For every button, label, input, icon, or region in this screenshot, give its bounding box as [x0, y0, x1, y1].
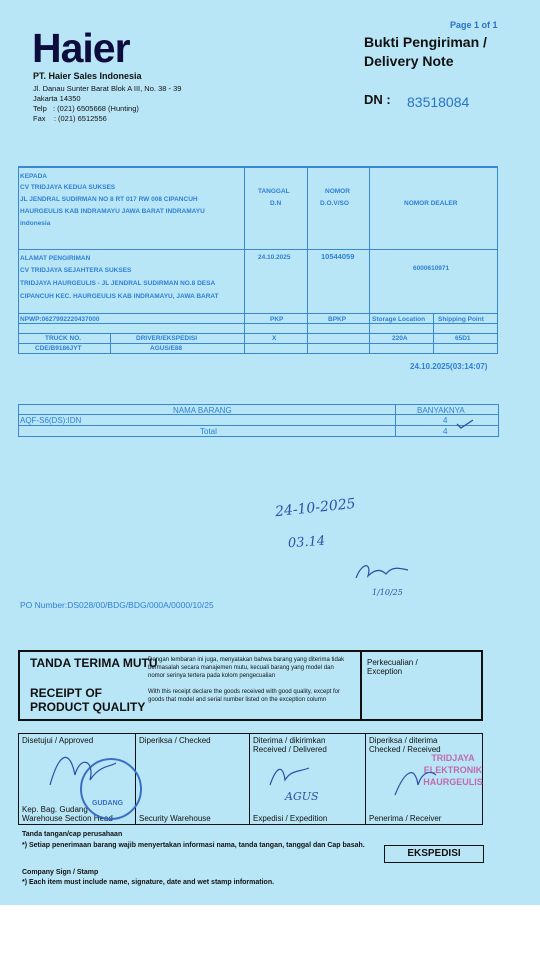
- handwritten-signature: [352, 560, 412, 585]
- dealer-value: 6000610971: [413, 265, 450, 272]
- receipt-title-id: TANDA TERIMA MUTU: [30, 656, 158, 670]
- print-datetime: 24.10.2025(03:14:07): [410, 362, 488, 371]
- handwritten-time: 03.14: [287, 533, 326, 552]
- warehouse-head-label: Kep. Bag. Gudang Warehouse Section Head: [22, 805, 113, 823]
- storage-value: 220A: [392, 335, 408, 342]
- kepada-label: KEPADA: [20, 173, 47, 180]
- alamat-line: TRIDJAYA HAURGEULIS - JL JENDRAL SUDIRMAN NO.8 DESA: [20, 280, 216, 287]
- shipping-value: 65D1: [455, 335, 471, 342]
- storage-location-label: Storage Location: [372, 316, 426, 323]
- kepada-line: JL JENDRAL SUDIRMAN NO 8 RT 017 RW 008 CIPANCUH: [20, 196, 198, 203]
- nomor-label: NOMOR: [325, 188, 350, 195]
- bpkp-label: BPKP: [328, 316, 347, 323]
- receiver-label: Penerima / Receiver: [369, 814, 442, 823]
- npwp: NPWP:0627992220437000: [20, 316, 100, 323]
- alamat-line: CIPANCUH KEC. HAURGEULIS KAB INDRAMAYU, JAWA BARAT: [20, 293, 219, 300]
- po-number: PO Number:DS028/00/BDG/BDG/000A/0000/10/25: [20, 600, 214, 610]
- nomor-dealer-label: NOMOR DEALER: [404, 200, 458, 207]
- checked-label: Diperiksa / Checked: [139, 736, 211, 745]
- note1: *) Setiap penerimaan barang wajib menyertakan informasi nama, tanda tangan, tanggal dan Cap basah.: [22, 842, 365, 849]
- truck-value: CDE/B9186JYT: [35, 345, 82, 352]
- tanggal-label: TANGGAL: [258, 188, 290, 195]
- shipping-point-label: Shipping Point: [438, 316, 484, 323]
- copy-label: EKSPEDISI: [384, 845, 484, 863]
- col-banyaknya: BANYAKNYA: [417, 406, 465, 415]
- security-label: Security Warehouse: [139, 814, 211, 823]
- receipt-text-en: With this receipt declare the goods received with good quality, except for goods that model and serial number listed on the exception column: [148, 689, 340, 703]
- approved-label: Disetujui / Approved: [22, 736, 94, 745]
- document-title: Bukti Pengiriman / Delivery Note: [364, 34, 487, 69]
- exception-label: Perkecualian / Exception: [367, 658, 418, 676]
- checked-received-label: Diperiksa / diterima Checked / Received: [369, 736, 441, 754]
- truck-label: TRUCK NO.: [45, 335, 82, 342]
- nomor-sub: D.O.V/SO: [320, 200, 349, 207]
- tanggal-sub: D.N: [270, 200, 282, 207]
- received-delivered-label: Diterima / dikirimkan Received / Delivered: [253, 736, 327, 754]
- warehouse-stamp-text: GUDANG: [92, 800, 124, 807]
- item-name: AQF-S6(DS):IDN: [20, 416, 82, 425]
- page-indicator: Page 1 of 1: [450, 20, 498, 30]
- handwritten-initial-date: 1/10/25: [372, 588, 403, 597]
- expedition-label: Expedisi / Expedition: [253, 814, 328, 823]
- total-qty: 4: [443, 427, 448, 436]
- receipt-text-id: Dengan lembaran ini juga, menyatakan bahwa barang yang diterima tidak bermasalah secara manajemen mutu, kecuali barang yang model dan nomor serinya tertera pada kolom pengecualian: [148, 657, 345, 679]
- note1-title: Tanda tangan/cap perusahaan: [22, 831, 123, 838]
- dealer-stamp: TRIDJAYA ELEKTRONIK HAURGEULIS: [423, 753, 483, 787]
- note2-title: Company Sign / Stamp: [22, 869, 99, 876]
- item-qty: 4: [443, 416, 448, 425]
- dn-number: 83518084: [407, 94, 470, 110]
- company-name: PT. Haier Sales Indonesia: [33, 71, 142, 81]
- signer-name: AGUS: [285, 790, 319, 803]
- checkmark-icon: [455, 418, 475, 430]
- pkp-label: PKP: [270, 316, 284, 323]
- note2: *) Each item must include name, signature, date and wet stamp information.: [22, 879, 275, 886]
- alamat-label: ALAMAT PENGIRIMAN: [20, 255, 91, 262]
- handwritten-date: 24-10-2025: [274, 495, 357, 521]
- total-label: Total: [200, 427, 217, 436]
- haier-logo: Haier: [32, 25, 130, 71]
- driver-label: DRIVER/EKSPEDISI: [136, 335, 198, 342]
- dn-label: DN :: [364, 92, 391, 107]
- receiver-signature: [390, 760, 440, 800]
- nomor-value: 10544059: [321, 252, 355, 261]
- tanggal-value: 24.10.2025: [258, 254, 291, 261]
- pkp-value: X: [272, 335, 277, 342]
- kepada-line: CV TRIDJAYA KEDUA SUKSES: [20, 184, 116, 191]
- kepada-line: HAURGEULIS KAB INDRAMAYU JAWA BARAT INDRAMAYU: [20, 208, 205, 215]
- alamat-line: CV TRIDJAYA SEJAHTERA SUKSES: [20, 267, 132, 274]
- expedition-signature: [265, 760, 315, 790]
- company-address: Jl. Danau Sunter Barat Blok A III, No. 38 - 39 Jakarta 14350 Telp : (021) 6505668 (Hunting) Fax : (021) 6512556: [33, 84, 182, 123]
- driver-value: AGUS/E88: [150, 345, 183, 352]
- kepada-line: indonesia: [20, 220, 51, 227]
- col-nama-barang: NAMA BARANG: [173, 406, 232, 415]
- receipt-title-en: RECEIPT OF PRODUCT QUALITY: [30, 686, 146, 714]
- approver-signature: [40, 745, 120, 795]
